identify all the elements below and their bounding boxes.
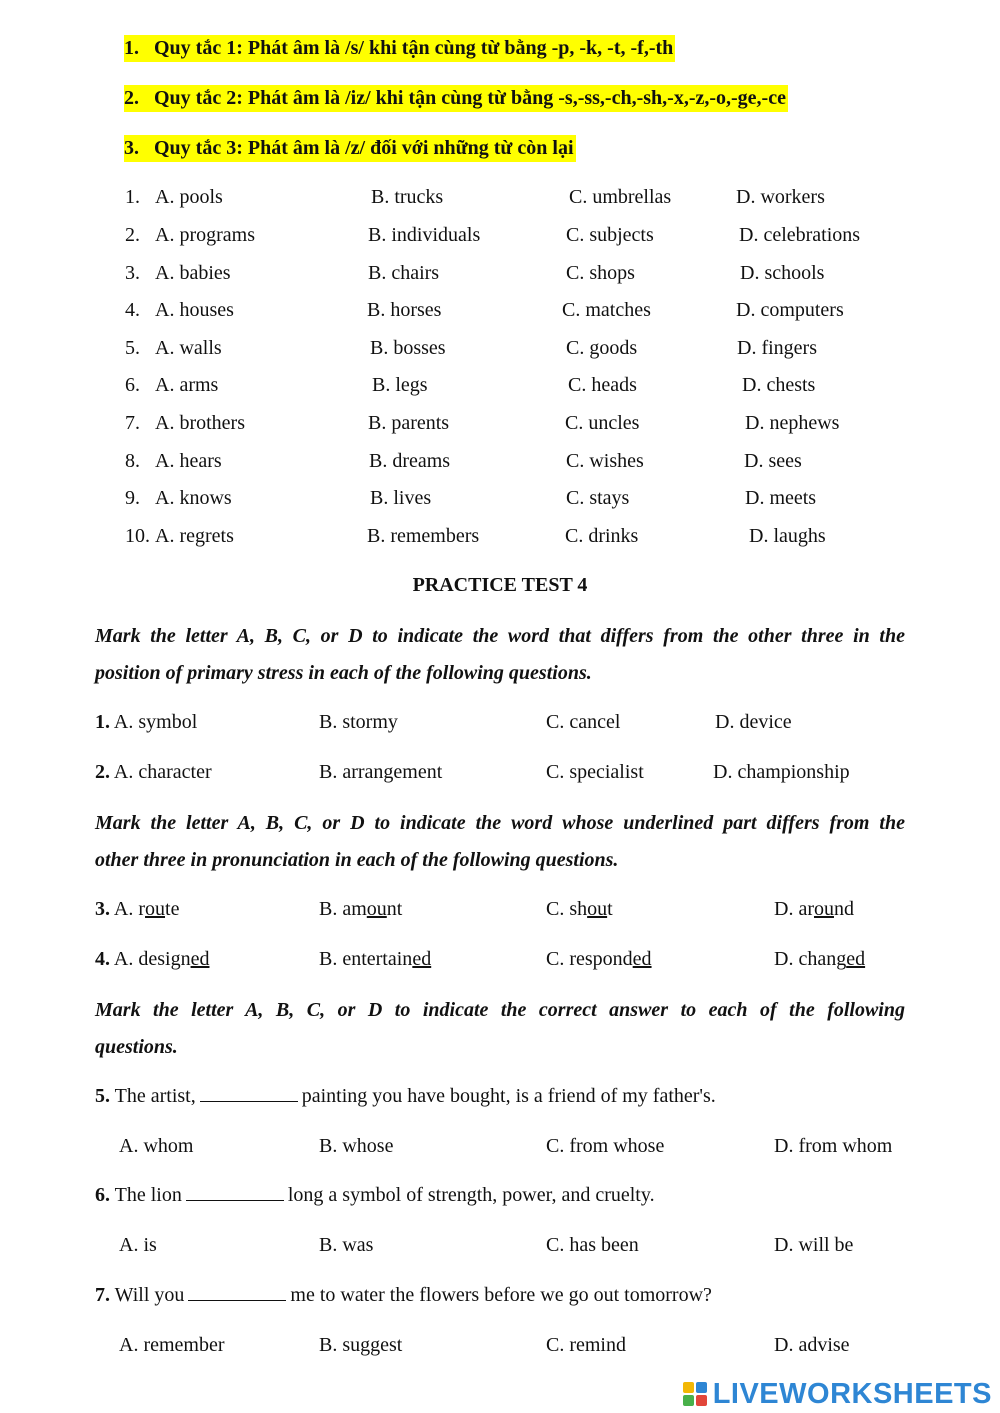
- option-c: C. cancel: [546, 711, 621, 733]
- option-a: A. is: [119, 1234, 157, 1256]
- option-d: D. fingers: [737, 337, 817, 359]
- liveworksheets-logo[interactable]: [683, 1378, 992, 1411]
- option-d: D. device: [715, 711, 792, 733]
- question-number: 9.: [125, 487, 140, 509]
- option-a: A. hears: [155, 450, 222, 472]
- option-b: B. chairs: [368, 262, 440, 284]
- option-d: D. computers: [736, 299, 844, 321]
- question-text-after: long a symbol of strength, power, and cruelty.: [287, 1184, 655, 1206]
- instruction-pronunciation-line-1: Mark the letter A, B, C, or D to indicate the word whose underlined part differs from the: [95, 812, 905, 834]
- question-number: 6.: [125, 374, 140, 396]
- rule-number: 1.: [124, 37, 139, 59]
- option-d: D. workers: [736, 186, 825, 208]
- option-a: A. route: [113, 898, 180, 920]
- question-text-after: painting you have bought, is a friend of my father's.: [301, 1085, 716, 1107]
- underlined-part: ou: [145, 898, 166, 920]
- underlined-part: ed: [190, 948, 210, 970]
- instruction-correct-answer-line-2: questions.: [95, 1036, 178, 1058]
- rule-text: Quy tắc 1: Phát âm là /s/ khi tận cùng từ bằng -p, -k, -t, -f,-th: [154, 37, 674, 59]
- option-c: C. umbrellas: [569, 186, 672, 208]
- option-c: C. heads: [568, 374, 637, 396]
- instruction-stress-line-2: position of primary stress in each of the following questions.: [95, 662, 592, 684]
- question-number: 7.: [95, 1284, 110, 1306]
- question-number: 5.: [95, 1085, 110, 1107]
- question-3: [95, 898, 179, 921]
- option-d: D. chests: [742, 374, 816, 396]
- question-number: 1.: [95, 711, 110, 733]
- underlined-part: ou: [813, 898, 834, 920]
- question-text-before: The artist,: [114, 1085, 196, 1107]
- question-7-stem: [95, 1284, 712, 1307]
- question-text-before: The lion: [114, 1184, 182, 1206]
- option-b: B. amount: [319, 898, 403, 920]
- option-d: D. changed: [774, 948, 866, 970]
- option-c: C. stays: [566, 487, 630, 509]
- option-c: C. uncles: [565, 412, 640, 434]
- answer-blank: [200, 1085, 298, 1102]
- option-d: D. championship: [713, 761, 850, 783]
- option-b: B. remembers: [367, 525, 480, 547]
- option-d: D. advise: [774, 1334, 850, 1356]
- liveworksheets-logo-icon: [683, 1382, 709, 1408]
- option-b: B. entertained: [319, 948, 432, 970]
- option-b: B. individuals: [368, 224, 481, 246]
- practice-test-title: PRACTICE TEST 4: [412, 574, 588, 596]
- instruction-stress-line-1: Mark the letter A, B, C, or D to indicate the word that differs from the other three in the: [95, 625, 905, 647]
- answer-blank: [186, 1184, 284, 1201]
- option-d: D. nephews: [745, 412, 840, 434]
- option-d: D. sees: [744, 450, 802, 472]
- option-c: C. goods: [566, 337, 638, 359]
- question-number: 2.: [125, 224, 140, 246]
- underlined-part: ou: [587, 898, 608, 920]
- rule-text: Quy tắc 2: Phát âm là /iz/ khi tận cùng từ bằng -s,-ss,-ch,-sh,-x,-z,-o,-ge,-ce: [154, 87, 786, 109]
- question-number: 1.: [125, 186, 140, 208]
- option-c: C. responded: [546, 948, 652, 970]
- option-c: C. subjects: [566, 224, 654, 246]
- option-d: D. celebrations: [739, 224, 861, 246]
- option-b: B. whose: [319, 1135, 394, 1157]
- instruction-correct-answer-line-1: Mark the letter A, B, C, or D to indicate the correct answer to each of the following: [95, 999, 905, 1021]
- option-a: A. pools: [155, 186, 223, 208]
- underlined-part: ou: [366, 898, 387, 920]
- underlined-part: ed: [632, 948, 652, 970]
- option-b: B. parents: [368, 412, 450, 434]
- option-b: B. lives: [370, 487, 432, 509]
- rule-1: [124, 35, 675, 62]
- question-number: 8.: [125, 450, 140, 472]
- underlined-part: ed: [412, 948, 432, 970]
- option-d: D. schools: [740, 262, 825, 284]
- option-b: B. bosses: [370, 337, 446, 359]
- answer-blank: [188, 1284, 286, 1301]
- option-a: A. whom: [119, 1135, 194, 1157]
- rule-2: [124, 85, 788, 112]
- option-a: A. walls: [155, 337, 222, 359]
- option-a: A. regrets: [155, 525, 234, 547]
- option-a: A. symbol: [113, 711, 198, 733]
- question-4: [95, 948, 209, 971]
- question-number: 4.: [95, 948, 110, 970]
- option-c: C. wishes: [566, 450, 644, 472]
- option-d: D. will be: [774, 1234, 854, 1256]
- option-a: A. brothers: [155, 412, 245, 434]
- question-2: [95, 761, 212, 784]
- option-d: D. from whom: [774, 1135, 893, 1157]
- option-a: A. remember: [119, 1334, 225, 1356]
- rule-text: Quy tắc 3: Phát âm là /z/ đối với những từ còn lại: [154, 137, 574, 159]
- rule-3: [124, 135, 576, 162]
- question-number: 3.: [125, 262, 140, 284]
- question-6-stem: [95, 1184, 655, 1207]
- question-number: 3.: [95, 898, 110, 920]
- underlined-part: ed: [846, 948, 866, 970]
- question-number: 5.: [125, 337, 140, 359]
- option-c: C. remind: [546, 1334, 626, 1356]
- question-text-after: me to water the flowers before we go out tomorrow?: [290, 1284, 712, 1306]
- question-5-stem: [95, 1085, 716, 1108]
- option-a: A. babies: [155, 262, 231, 284]
- option-b: B. was: [319, 1234, 374, 1256]
- option-a: A. character: [113, 761, 212, 783]
- option-c: C. specialist: [546, 761, 644, 783]
- option-b: B. trucks: [371, 186, 444, 208]
- question-number: 7.: [125, 412, 140, 434]
- option-a: A. knows: [155, 487, 232, 509]
- rule-number: 2.: [124, 87, 139, 109]
- option-a: A. houses: [155, 299, 234, 321]
- question-number: 4.: [125, 299, 140, 321]
- option-c: C. shops: [566, 262, 635, 284]
- option-b: B. legs: [372, 374, 428, 396]
- option-a: A. arms: [155, 374, 219, 396]
- instruction-pronunciation-line-2: other three in pronunciation in each of the following questions.: [95, 849, 619, 871]
- option-c: C. from whose: [546, 1135, 665, 1157]
- option-a: A. programs: [155, 224, 255, 246]
- option-c: C. shout: [546, 898, 613, 920]
- question-number: 6.: [95, 1184, 110, 1206]
- option-d: D. laughs: [749, 525, 826, 547]
- option-d: D. meets: [745, 487, 817, 509]
- question-number: 2.: [95, 761, 110, 783]
- option-d: D. around: [774, 898, 854, 920]
- option-b: B. horses: [367, 299, 442, 321]
- option-b: B. dreams: [369, 450, 451, 472]
- option-b: B. arrangement: [319, 761, 443, 783]
- question-number: 10.: [125, 525, 150, 547]
- question-1: [95, 711, 197, 734]
- option-b: B. stormy: [319, 711, 398, 733]
- liveworksheets-logo-text: LIVEWORKSHEETS: [712, 1378, 992, 1410]
- option-c: C. matches: [562, 299, 651, 321]
- rule-number: 3.: [124, 137, 139, 159]
- option-c: C. drinks: [565, 525, 639, 547]
- option-c: C. has been: [546, 1234, 639, 1256]
- question-text-before: Will you: [114, 1284, 185, 1306]
- option-b: B. suggest: [319, 1334, 403, 1356]
- option-a: A. designed: [113, 948, 210, 970]
